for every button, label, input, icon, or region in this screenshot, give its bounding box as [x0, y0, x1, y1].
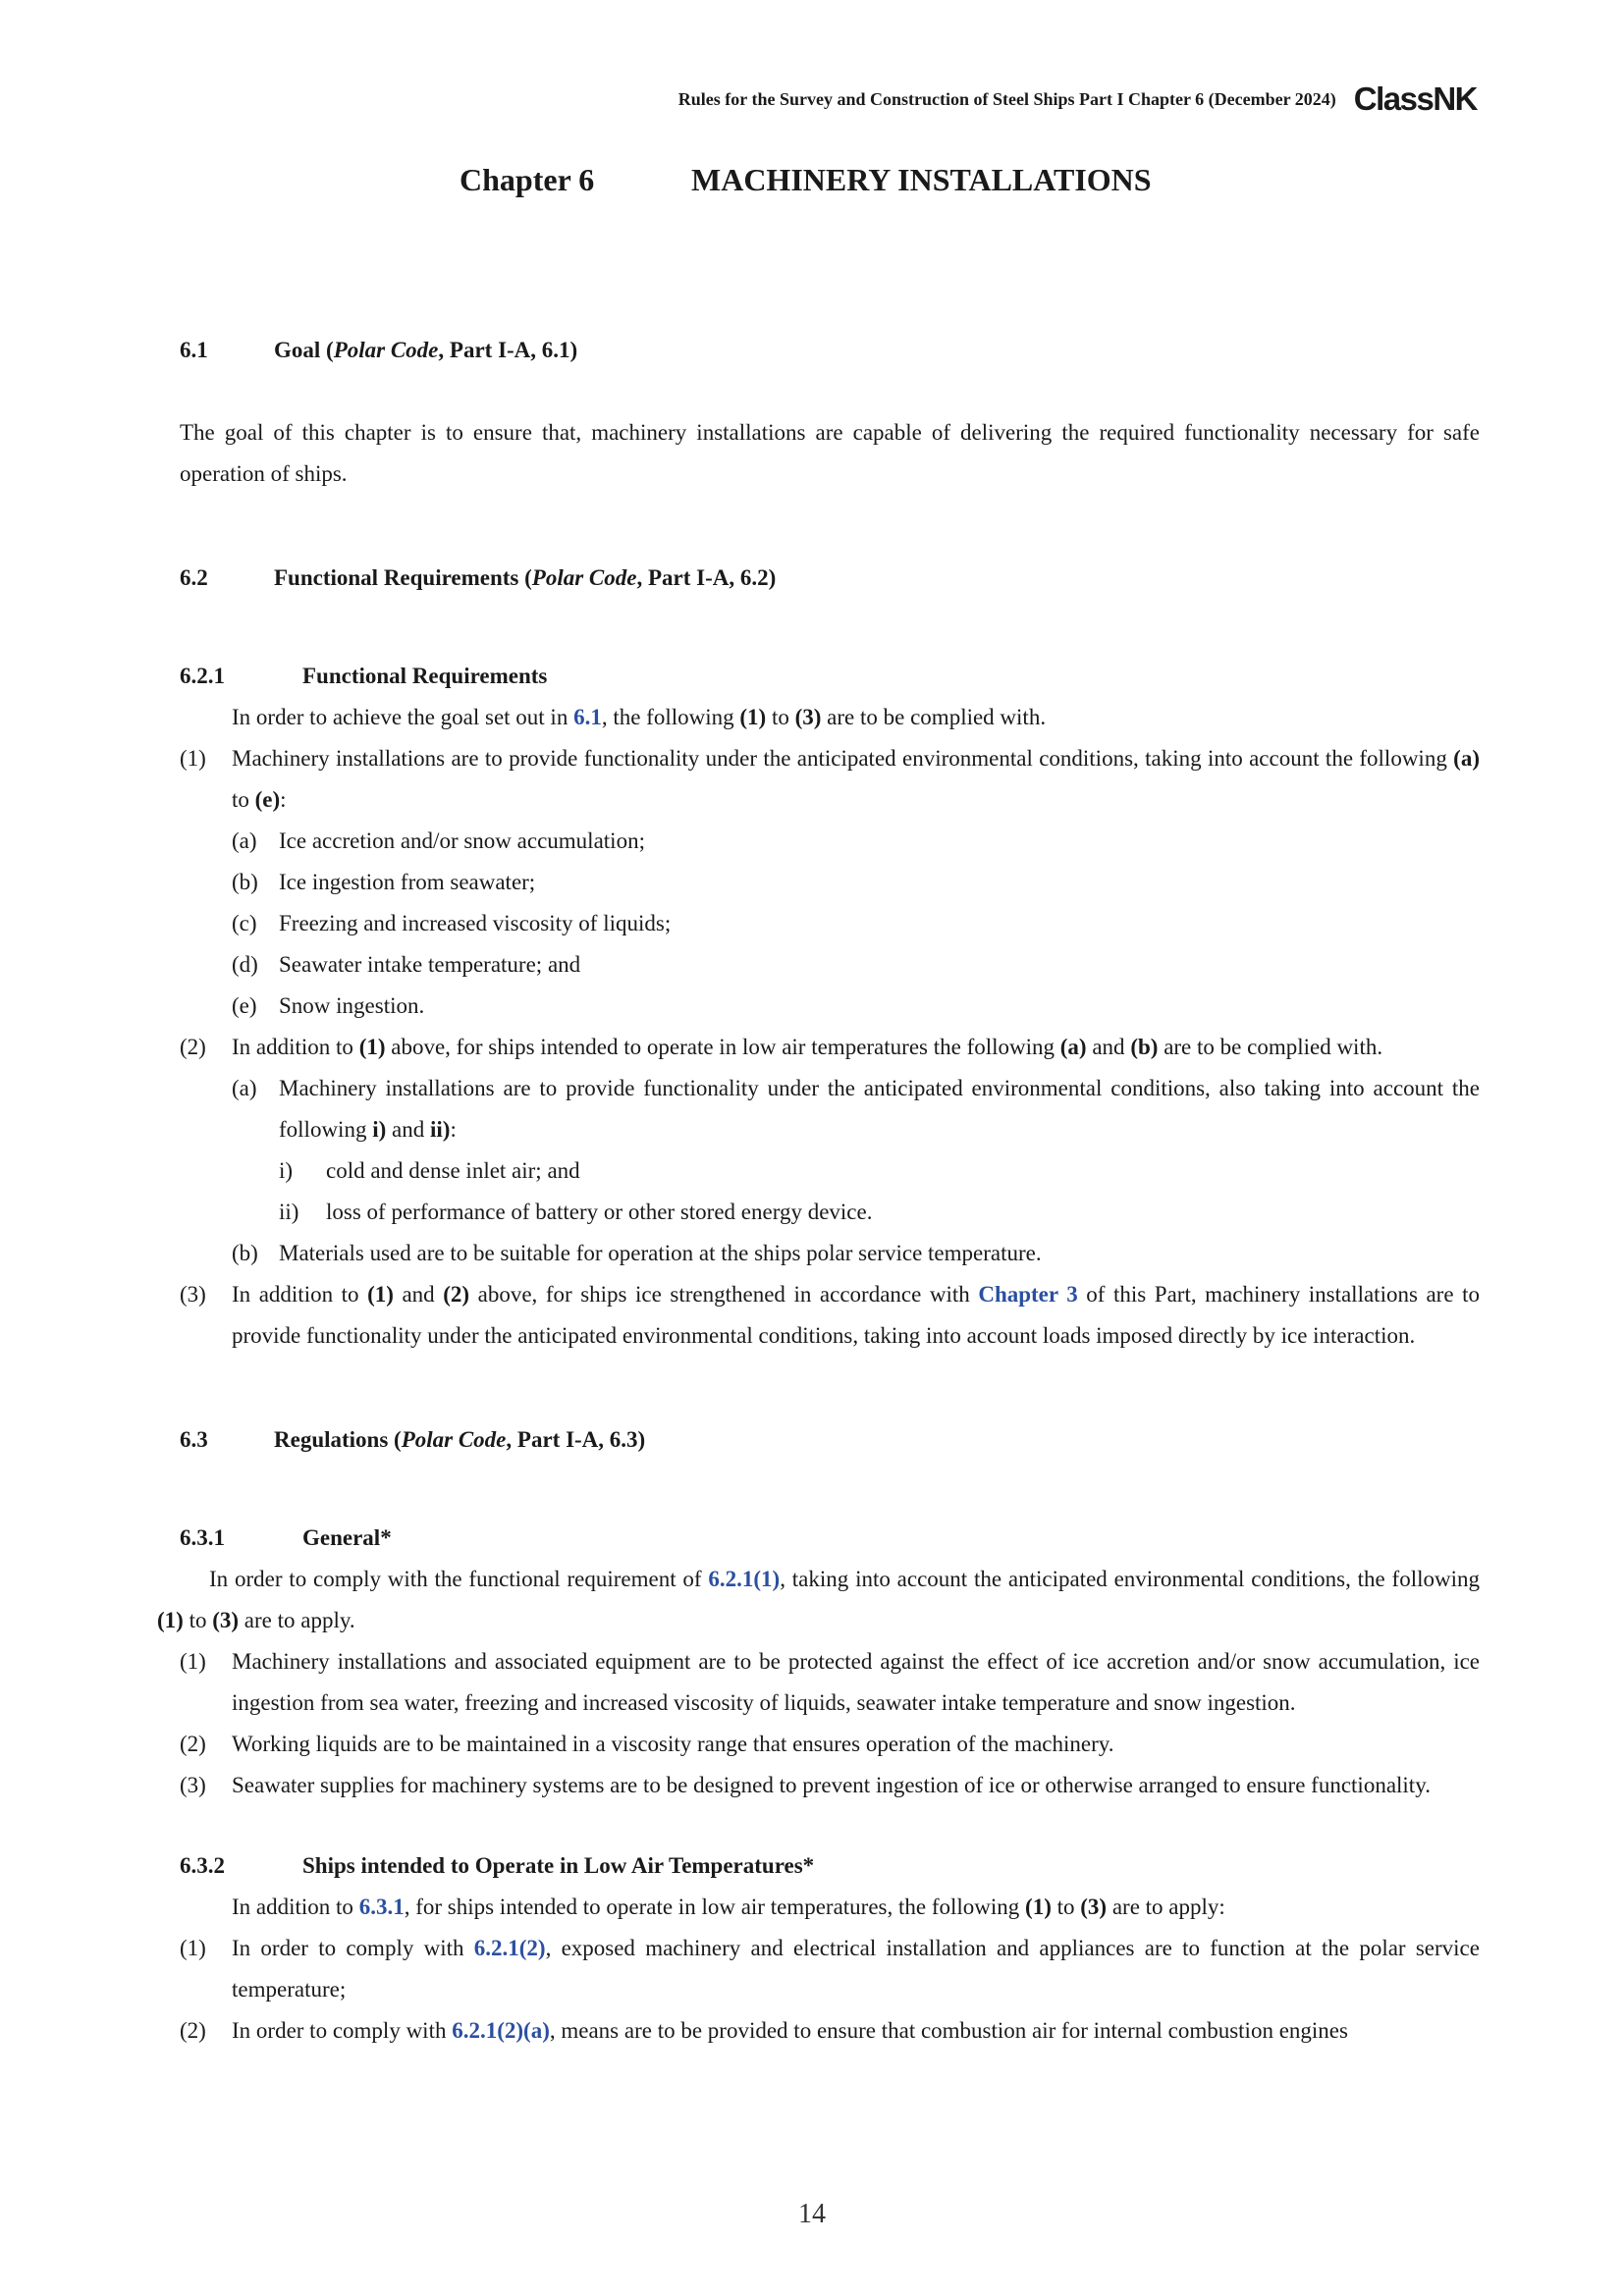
subsection-title: Ships intended to Operate in Low Air Temperatures* [302, 1853, 815, 1878]
list-item: (2) Working liquids are to be maintained in a viscosity range that ensures operation of the machinery. [180, 1732, 1114, 1756]
section-title: Regulations (Polar Code, Part I-A, 6.3) [274, 1427, 646, 1452]
subsection-number: 6.3.2 [180, 1853, 225, 1878]
section-number: 6.2 [180, 565, 208, 590]
cross-reference-link[interactable]: 6.2.1(2) [473, 1936, 546, 1960]
section-heading-6-3 [180, 1419, 1480, 1461]
section-number: 6.3 [180, 1427, 208, 1452]
section-heading-6-2 [180, 558, 1480, 599]
page-number: 14 [798, 2199, 826, 2229]
section-heading-6-1 [180, 330, 1480, 371]
list-item: (b) Materials used are to be suitable for operation at the ships polar service temperature. [232, 1241, 1042, 1265]
list-item: (d) Seawater intake temperature; and [232, 952, 581, 977]
list-item: (b) Ice ingestion from seawater; [232, 870, 536, 894]
cross-reference-link[interactable]: 6.2.1(1) [708, 1567, 781, 1591]
subsection-title: Functional Requirements [302, 664, 548, 688]
document-body [157, 330, 1480, 2052]
subsection-6-3-1-intro: In order to comply with the functional requirement of 6.2.1(1), taking into account the anticipated environmental conditions, the following (1) to (3) are to apply. [157, 1567, 1480, 1632]
chapter-number: Chapter 6 [460, 162, 595, 197]
list-item: (1) Machinery installations are to provide functionality under the anticipated environmental conditions, taking into account the following (a) to (e): [180, 746, 1480, 812]
list-item: (a) Machinery installations are to provide functionality under the anticipated environmental conditions, also taking into account the following i) and ii): [232, 1076, 1480, 1142]
subsection-title: General* [302, 1525, 392, 1550]
list-item: (c) Freezing and increased viscosity of liquids; [232, 911, 672, 935]
list-item: (1) In order to comply with 6.2.1(2), exposed machinery and electrical installation and appliances are to function at the polar service temperature; [180, 1936, 1480, 2002]
subsection-heading-6-2-1 [180, 656, 1480, 697]
subsection-6-3-2-intro: In addition to 6.3.1, for ships intended to operate in low air temperatures, the following (1) to (3) are to apply: [232, 1895, 1225, 1919]
running-header [678, 80, 1477, 118]
list-item: i) cold and dense inlet air; and [279, 1158, 580, 1183]
chapter-title: MACHINERY INSTALLATIONS [691, 162, 1152, 197]
cross-reference-link[interactable]: 6.3.1 [358, 1895, 405, 1919]
list-item: (2) In addition to (1) above, for ships intended to operate in low air temperatures the following (a) and (b) are to be complied with. [180, 1035, 1383, 1059]
section-6-1-text: The goal of this chapter is to ensure that, machinery installations are capable of delivering the required functionality necessary for safe operation of ships. [180, 420, 1480, 486]
list-item: (2) In order to comply with 6.2.1(2)(a), means are to be provided to ensure that combustion air for internal combustion engines [180, 2018, 1348, 2043]
cross-reference-link[interactable]: 6.2.1(2)(a) [452, 2018, 550, 2043]
section-title: Functional Requirements (Polar Code, Part I-A, 6.2) [274, 565, 777, 590]
running-title: Rules for the Survey and Construction of Steel Ships Part I Chapter 6 (December 2024) [677, 88, 1336, 109]
section-number: 6.1 [180, 338, 208, 362]
list-item: (1) Machinery installations and associated equipment are to be protected against the effect of ice accretion and/or snow accumulation, ice ingestion from sea water, freezing and increased viscosity of liquids, seawater intake temperature and snow ingestion. [180, 1649, 1480, 1715]
chapter-heading [460, 162, 1152, 198]
section-title: Goal (Polar Code, Part I-A, 6.1) [274, 338, 578, 362]
list-item: (3) Seawater supplies for machinery systems are to be designed to prevent ingestion of ice or otherwise arranged to ensure functionality. [180, 1773, 1431, 1797]
cross-reference-link[interactable]: 6.1 [573, 705, 602, 729]
list-item: (e) Snow ingestion. [232, 993, 425, 1018]
list-item: (a) Ice accretion and/or snow accumulation; [232, 828, 645, 853]
list-item: ii) loss of performance of battery or other stored energy device. [279, 1200, 873, 1224]
subsection-number: 6.2.1 [180, 664, 225, 688]
subsection-6-2-1-intro: In order to achieve the goal set out in 6.1, the following (1) to (3) are to be complied with. [232, 705, 1047, 729]
list-item: (3) In addition to (1) and (2) above, for ships ice strengthened in accordance with Chapter 3 of this Part, machinery installations are to provide functionality under the anticipated environmental conditions, taking into account loads imposed directly by ice interaction. [180, 1282, 1480, 1348]
subsection-heading-6-3-2 [180, 1845, 1480, 1887]
classnk-logo: ClassNK [1353, 80, 1477, 117]
subsection-number: 6.3.1 [180, 1525, 225, 1550]
subsection-heading-6-3-1 [180, 1518, 1480, 1559]
cross-reference-link[interactable]: Chapter 3 [978, 1282, 1078, 1307]
